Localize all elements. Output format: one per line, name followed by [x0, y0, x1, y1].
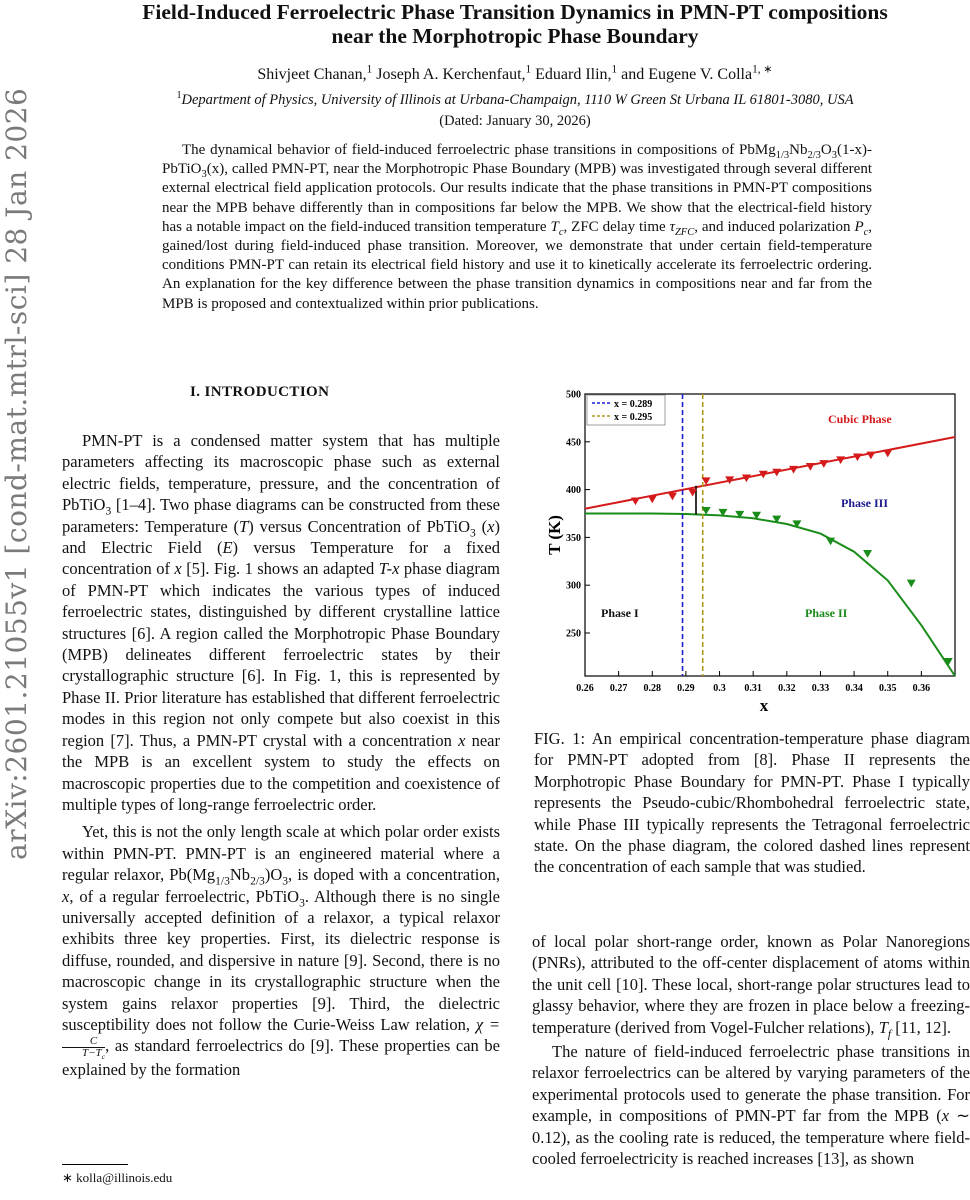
- affiliation: [60, 92, 970, 109]
- title-line-1: Field-Induced Ferroelectric Phase Transition Dynamics in PMN-PT compositions: [142, 0, 888, 24]
- cubic-data-point: [631, 497, 640, 505]
- title-line-2: near the Morphotropic Phase Boundary: [331, 24, 699, 48]
- y-tick-label: 500: [566, 389, 581, 401]
- author-affil-mark: 1: [611, 63, 618, 76]
- cubic-boundary-line: [585, 437, 955, 509]
- curie-weiss-fraction: $\frac{C}{T-T_c}$: [62, 1036, 105, 1059]
- author-3: Eduard Ilin,: [535, 66, 612, 83]
- author-affil-mark: 1, ∗: [752, 63, 773, 76]
- author-affil-mark: 1: [366, 63, 373, 76]
- x-tick-label: 0.33: [811, 683, 830, 694]
- x-tick-label: 0.27: [609, 683, 628, 694]
- affiliation-mark: 1: [176, 90, 182, 102]
- author-4: and Eugene V. Colla: [621, 66, 753, 83]
- y-tick-label: 450: [566, 437, 581, 449]
- x-tick-label: 0.36: [912, 683, 931, 694]
- phase-ii-data-point: [907, 580, 916, 588]
- x-tick-label: 0.28: [643, 683, 662, 694]
- cubic-data-point: [668, 493, 677, 501]
- y-tick-label: 350: [566, 532, 581, 544]
- section-heading-introduction: I. INTRODUCTION: [190, 384, 330, 400]
- label-phase-i: Phase I: [601, 606, 639, 620]
- legend-box: [587, 395, 665, 425]
- author-1: Shivjeet Chanan,: [257, 66, 367, 83]
- legend-label-0295: x = 0.295: [614, 412, 653, 423]
- right-paragraph-2: The nature of field-induced ferroelectric phase transitions in relaxor ferroelectrics can be altered by varying parameters of the experimental protocols used to generate the phase transition. For example, in compositions of PMN-PT far from the MPB (x ∼ 0.12), as the cooling rate is reduced, the temperature where field-cooled ferroelectricity is reached increases [13], as shown: [532, 1042, 970, 1169]
- right-paragraph-1: of local polar short-range order, known as Polar Nanoregions (PNRs), attributed to the off-center displacement of atoms within the unit cell [10]. These local, short-range polar structures lead to glassy behavior, where they are frozen in place below a freezing-temperature (derived from Vogel-Fulcher relations), $T_f$ [11, 12].: [532, 932, 970, 1040]
- x-tick-label: 0.31: [744, 683, 762, 694]
- x-tick-label: 0.26: [576, 683, 594, 694]
- y-tick-label: 300: [566, 580, 581, 592]
- plot-frame: [585, 394, 955, 676]
- cubic-data-point: [866, 452, 875, 460]
- x-tick-label: 0.3: [713, 683, 726, 694]
- author-list: [60, 63, 970, 84]
- phase-ii-data-point: [863, 550, 872, 558]
- label-phase-iii: Phase III: [841, 496, 889, 510]
- right-column: [532, 931, 970, 1169]
- date-line: (Dated: January 30, 2026): [439, 113, 591, 129]
- phase-ii-boundary-curve: [585, 514, 955, 677]
- x-tick-label: 0.35: [878, 683, 897, 694]
- affiliation-text: Department of Physics, University of Illinois at Urbana-Champaign, 1110 W Green St Urbana IL 61801-3080, USA: [181, 92, 854, 108]
- paper-title: [60, 0, 970, 48]
- abstract: The dynamical behavior of field-induced ferroelectric phase transitions in compositions of $PbMg_{1/3}Nb_{2/3}O_3(1-x)-PbTiO_3(x)$, called PMN-PT, near the Morphotropic Phase Boundary (MPB) was investigated through several different external electrical field application protocols. Our results indicate that the phase transitions in PMN-PT compositions near the MPB behave differently than in compositions far below the MPB. We show that the electrical-field history has a notable impact on the field-induced transition temperature $T_c$, ZFC delay time $\tau_{ZFC}$, and induced polarization $P_c$, gained/lost during field-induced phase transition. Moreover, we demonstrate that under certain field-temperature conditions PMN-PT can retain its electrical field history and use it to kinetically accelerate its ferroelectric ordering. An explanation for the key difference between the phase transition dynamics in compositions near and far from the MPB is proposed and contextualized within prior publications.: [162, 142, 873, 312]
- x-tick-label: 0.32: [778, 683, 796, 694]
- y-tick-label: 250: [566, 628, 581, 640]
- phase-diagram-figure: [545, 385, 968, 715]
- x-tick-label: 0.29: [677, 683, 695, 694]
- arxiv-identifier: arXiv:2601.21055v1 [cond-mat.mtrl-sci] 28 Jan 2026: [0, 87, 33, 860]
- label-phase-ii: Phase II: [805, 606, 848, 620]
- author-2: Joseph A. Kerchenfaut,: [376, 66, 526, 83]
- author-affil-mark: 1: [525, 63, 532, 76]
- intro-paragraph-2: Yet, this is not the only length scale at which polar order exists within PMN-PT. PMN-PT is an engineered material where a regular relaxor, $Pb(Mg_{1/3}Nb_{2/3})O_3$, is doped with a concentration, x, of a regular ferroelectric, PbTiO$_3$. Although there is no single universally accepted definition of a relaxor, a typical relaxor exhibits three key properties. First, its dielectric response is diffuse, rounded, and dispersive in nature [9]. Second, there is no macroscopic change in its crystallographic structure when the system gains relaxor properties [9]. Third, the dielectric susceptibility does not follow the Curie-Weiss Law relation, χ = $\frac{C}{T-T_c}$ , as standard ferroelectrics do [9]. These properties can be explained by the formation: [62, 822, 500, 1080]
- left-column: [62, 430, 500, 1081]
- legend-label-0289: x = 0.289: [614, 399, 653, 410]
- x-axis-label: x: [759, 696, 769, 715]
- y-tick-label: 400: [566, 485, 581, 497]
- footnote-email: ∗ kolla@illinois.edu: [62, 1170, 173, 1185]
- cubic-data-point: [806, 463, 815, 471]
- cubic-data-point: [648, 496, 657, 504]
- cubic-data-point: [883, 450, 892, 458]
- y-axis-label: T (K): [545, 515, 564, 555]
- intro-paragraph-1: PMN-PT is a condensed matter system that has multiple parameters affecting its macroscopic phase such as external electric fields, temperature, pressure, and the concentration of PbTiO$_3$ [1–4]. Two phase diagrams can be constructed from these parameters: Temperature (T) versus Concentration of PbTiO$_3$ (x) and Electric Field (E) versus Temperature for a fixed concentration of x [5]. Fig. 1 shows an adapted T-x phase diagram of PMN-PT which indicates the various types of induced ferroelectric states, distinguished by different crystalline lattice structures [6]. A region called the Morphotropic Phase Boundary (MPB) delineates different ferroelectric states by their crystallographic structure [6]. In Fig. 1, this is represented by Phase II. Prior literature has established that different ferroelectric modes in this region not only compete but also coexist in this region [7]. Thus, a PMN-PT crystal with a concentration x near the MPB is an excellent system to study the effects on macroscopic properties due to the competition and coexistence of multiple types of long-range ferroelectric order.: [62, 431, 500, 814]
- x-tick-label: 0.34: [845, 683, 863, 694]
- footnote-rule: [62, 1164, 128, 1165]
- label-cubic-phase: Cubic Phase: [828, 412, 892, 426]
- figure-1-caption: FIG. 1: An empirical concentration-temperature phase diagram for PMN-PT adopted from [8]. Phase II represents the Morphotropic Phase Boundary for PMN-PT. Phase I typically represents the Pseudo-cubic/Rhombohedral ferroelectric state, while Phase III typically represents the Tetragonal ferroelectric state. On the phase diagram, the colored dashed lines represent the concentration of each sample that was studied.: [534, 729, 970, 877]
